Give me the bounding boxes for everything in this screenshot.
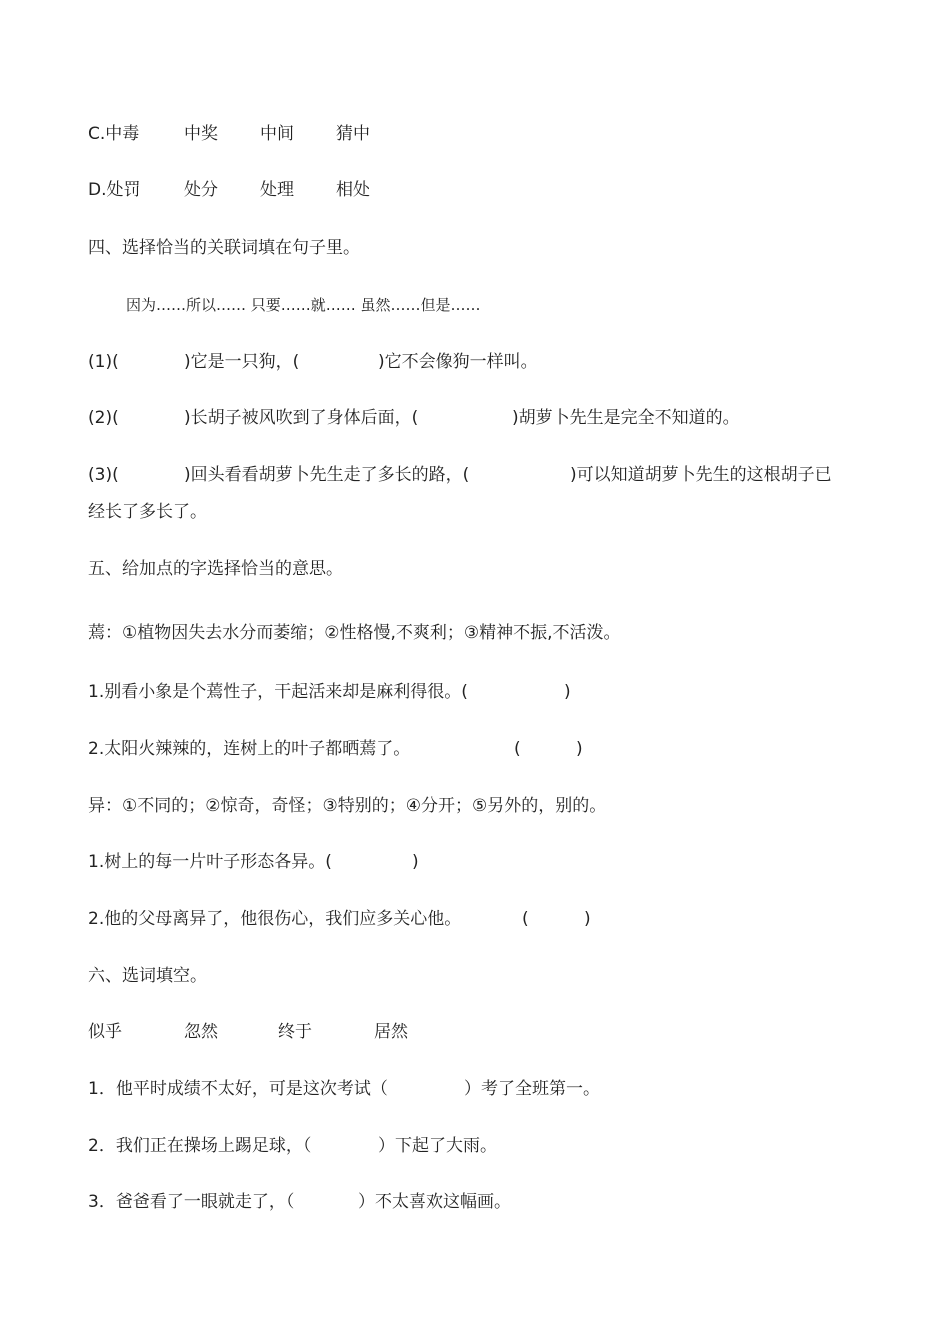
sentence-part: )胡萝卜先生是完全不知道的。 bbox=[512, 408, 740, 428]
word-bank-item: 似乎 bbox=[88, 1022, 122, 1042]
sentence-part: 1.树上的每一片叶子形态各异。( bbox=[88, 852, 332, 872]
answer-paren: ) bbox=[412, 852, 419, 872]
sentence-part: 1.别看小象是个蔫性子，干起活来却是麻利得很。( bbox=[88, 682, 468, 702]
option-d-word: 处分 bbox=[184, 180, 218, 200]
answer-paren: ) bbox=[576, 739, 583, 759]
sentence-part: ）不太喜欢这幅画。 bbox=[358, 1192, 511, 1212]
sentence-part: ）考了全班第一。 bbox=[464, 1079, 600, 1099]
sentence-part: )它是一只狗，( bbox=[184, 352, 300, 372]
option-c-word: 中奖 bbox=[184, 124, 218, 144]
option-d-label: D.处罚 bbox=[88, 180, 141, 200]
sentence-part: 2．我们正在操场上踢足球，（ bbox=[88, 1136, 312, 1156]
definition-yi: 异：①不同的；②惊奇，奇怪；③特别的；④分开；⑤另外的，别的。 bbox=[88, 796, 607, 816]
option-c-label: C.中毒 bbox=[88, 124, 140, 144]
sentence-part: )它不会像狗一样叫。 bbox=[378, 352, 538, 372]
sentence-part: )回头看看胡萝卜先生走了多长的路，( bbox=[184, 465, 470, 485]
word-bank-item: 居然 bbox=[374, 1022, 408, 1042]
option-c-word: 猜中 bbox=[336, 124, 370, 144]
sentence-part: 2.他的父母离异了，他很伤心，我们应多关心他。 bbox=[88, 909, 462, 929]
section-6-title: 六、选词填空。 bbox=[88, 966, 207, 986]
sentence-part: ）下起了大雨。 bbox=[378, 1136, 497, 1156]
option-c-word: 中间 bbox=[260, 124, 294, 144]
sentence-part: 1．他平时成绩不太好，可是这次考试（ bbox=[88, 1079, 388, 1099]
sentence-part: )长胡子被风吹到了身体后面，( bbox=[184, 408, 419, 428]
q4-sentence-3-continued: 经长了多长了。 bbox=[88, 502, 207, 522]
option-d-word: 相处 bbox=[336, 180, 370, 200]
sentence-part: )可以知道胡萝卜先生的这根胡子已 bbox=[570, 465, 832, 485]
section-5-title: 五、给加点的字选择恰当的意思。 bbox=[88, 559, 343, 579]
answer-paren: ) bbox=[564, 682, 571, 702]
sentence-part: (2)( bbox=[88, 408, 119, 428]
option-d-word: 处理 bbox=[260, 180, 294, 200]
sentence-part: 3．爸爸看了一眼就走了，（ bbox=[88, 1192, 295, 1212]
definition-nian: 蔫：①植物因失去水分而萎缩；②性格慢,不爽利；③精神不振,不活泼。 bbox=[88, 623, 621, 643]
conjunction-options: 因为……所以…… 只要……就…… 虽然……但是…… bbox=[126, 296, 481, 314]
answer-paren: ( bbox=[522, 909, 529, 929]
sentence-part: (3)( bbox=[88, 465, 119, 485]
word-bank-item: 终于 bbox=[278, 1022, 312, 1042]
answer-paren: ( bbox=[514, 739, 521, 759]
answer-paren: ) bbox=[584, 909, 591, 929]
section-4-title: 四、选择恰当的关联词填在句子里。 bbox=[88, 238, 360, 258]
sentence-part: 2.太阳火辣辣的，连树上的叶子都晒蔫了。 bbox=[88, 739, 411, 759]
word-bank-item: 忽然 bbox=[184, 1022, 218, 1042]
sentence-part: (1)( bbox=[88, 352, 119, 372]
